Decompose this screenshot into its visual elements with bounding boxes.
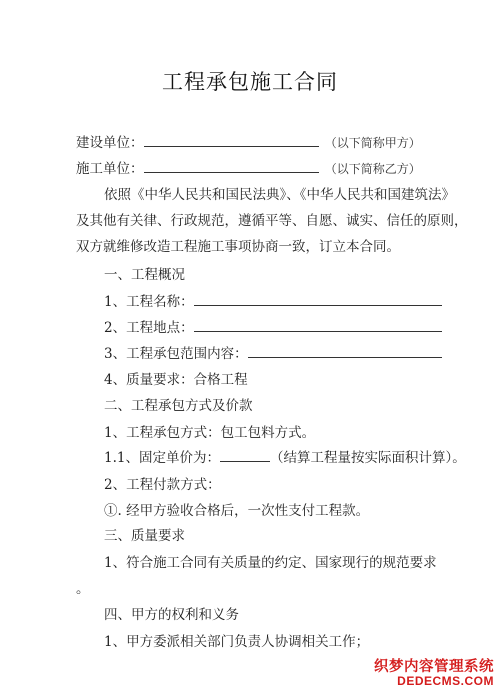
contract-method: 1、工程承包方式：包工包料方式。 bbox=[104, 425, 316, 441]
section-4-heading: 四、甲方的权利和义务 bbox=[104, 607, 239, 623]
party-b-line bbox=[76, 157, 421, 177]
project-scope-line bbox=[104, 342, 442, 362]
unit-price-label: 1.1、固定单价为： bbox=[104, 450, 220, 466]
preamble-line-1: 依照《中华人民共和国民法典》、《中华人民共和国建筑法》 bbox=[104, 187, 455, 203]
project-location-label: 2、工程地点： bbox=[104, 320, 194, 336]
watermark-en: DEDECMS.COM bbox=[397, 674, 494, 689]
project-scope-blank bbox=[248, 345, 442, 358]
preamble-line-3: 双方就维修改造工程施工事项协商一致，订立本合同。 bbox=[76, 239, 400, 255]
party-b-blank bbox=[144, 160, 319, 173]
section-3-heading: 三、质量要求 bbox=[104, 528, 185, 544]
section-2-heading: 二、工程承包方式及价款 bbox=[104, 398, 253, 414]
project-scope-label: 3、工程承包范围内容： bbox=[104, 346, 248, 362]
unit-price-blank bbox=[220, 449, 270, 462]
unit-price-line bbox=[104, 446, 466, 466]
quality-clause-1-end: 。 bbox=[76, 581, 90, 597]
project-name-label: 1、工程名称： bbox=[104, 294, 194, 310]
quality-clause-1: 1、符合施工合同有关质量的约定、国家现行的规范要求 bbox=[104, 555, 437, 571]
preamble-line-2: 及其他有关律、行政规范，遵循平等、自愿、诚实、信任的原则， bbox=[76, 213, 468, 229]
section-1-heading: 一、工程概况 bbox=[104, 267, 185, 283]
payment-method: 2、工程付款方式： bbox=[104, 477, 221, 493]
watermark-cn: 织梦内容管理系统 bbox=[374, 659, 494, 676]
party-b-label: 施工单位： bbox=[76, 161, 144, 177]
project-name-line bbox=[104, 290, 442, 310]
party-a-line bbox=[76, 131, 421, 151]
party-b-note: （以下简称乙方） bbox=[324, 162, 421, 176]
quality-requirement: 4、质量要求：合格工程 bbox=[104, 372, 248, 388]
document-title: 工程承包施工合同 bbox=[162, 70, 338, 94]
party-a-blank bbox=[144, 134, 319, 147]
party-a-duty-1: 1、甲方委派相关部门负责人协调相关工作； bbox=[104, 634, 370, 650]
project-name-blank bbox=[194, 293, 442, 306]
payment-term-1: ①. 经甲方验收合格后，一次性支付工程款。 bbox=[104, 503, 370, 519]
party-a-label: 建设单位： bbox=[76, 135, 144, 151]
unit-price-note: （结算工程量按实际面积计算）。 bbox=[269, 450, 466, 466]
party-a-note: （以下简称甲方） bbox=[324, 136, 421, 150]
site-watermark bbox=[374, 660, 494, 688]
project-location-blank bbox=[194, 319, 442, 332]
project-location-line bbox=[104, 316, 442, 336]
